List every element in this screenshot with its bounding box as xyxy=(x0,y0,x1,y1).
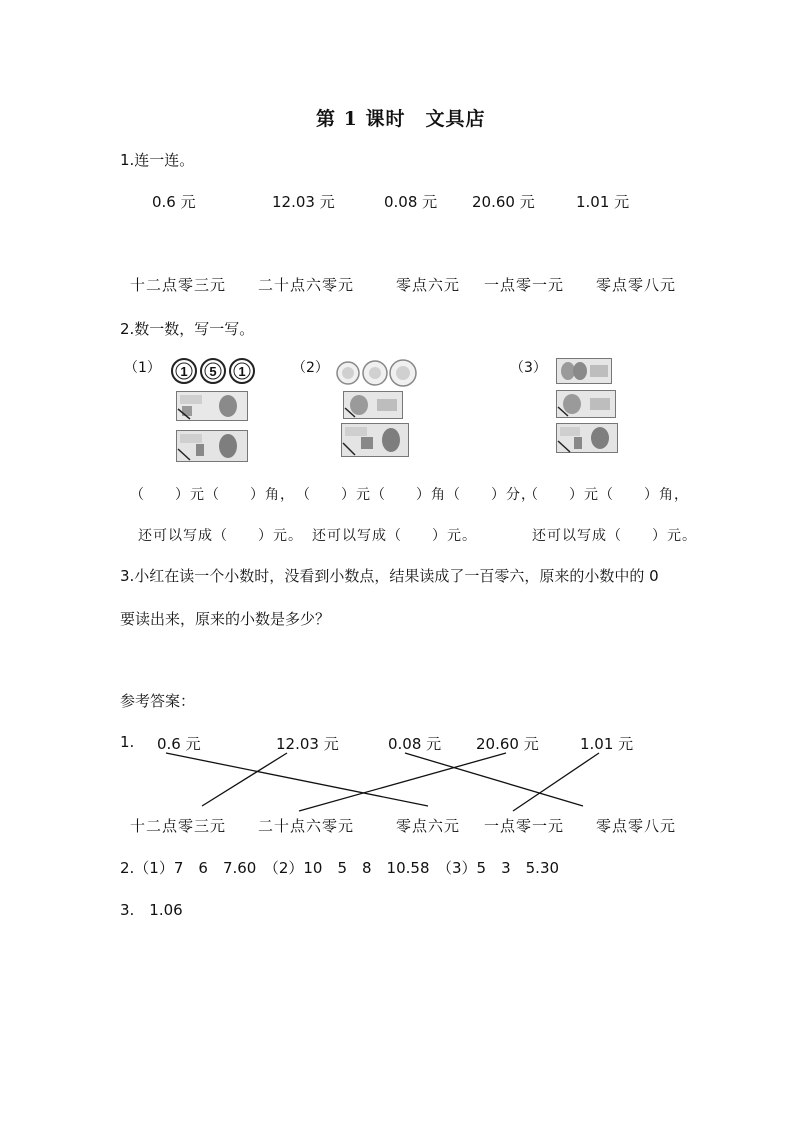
also-write-part-3: 还可以写成（ ）元。 xyxy=(532,528,697,544)
question-3-line-1: 3.小红在读一个小数时，没看到小数点，结果读成了一百零六，原来的小数中的 0 xyxy=(120,567,659,585)
answer-amount-0-6: 0.6 元 xyxy=(157,735,201,753)
match-line-0-6 xyxy=(166,753,428,806)
reading-20-60: 二十点六零元 xyxy=(258,276,355,294)
question-1-label: 1.连一连。 xyxy=(120,151,195,169)
match-line-1-01 xyxy=(513,753,599,811)
fill-part-3: （ ）元（ ）角， xyxy=(524,487,689,503)
answer-reading-0-08: 零点零八元 xyxy=(596,817,677,835)
answer-3: 3. 1.06 xyxy=(120,901,183,919)
answer-amount-12-03: 12.03 元 xyxy=(276,735,339,753)
answers-heading: 参考答案： xyxy=(120,692,196,710)
match-line-20-60 xyxy=(299,753,506,811)
question-2-label: 2.数一数，写一写。 xyxy=(120,320,255,338)
amount-0-6: 0.6 元 xyxy=(152,193,196,211)
coin-value-3: 1 xyxy=(238,364,246,379)
answer-amount-0-08: 0.08 元 xyxy=(388,735,442,753)
answer-amount-1-01: 1.01 元 xyxy=(580,735,634,753)
part-1-label: （1） xyxy=(124,360,161,376)
amount-1-01: 1.01 元 xyxy=(576,193,630,211)
answer-reading-20-60: 二十点六零元 xyxy=(258,817,355,835)
question-3-line-2: 要读出来，原来的小数是多少？ xyxy=(120,610,331,628)
answer-reading-1-01: 一点零一元 xyxy=(484,817,565,835)
answer-2: 2.（1）7 6 7.60 （2）10 5 8 10.58 （3）5 3 5.30 xyxy=(120,859,560,877)
amount-12-03: 12.03 元 xyxy=(272,193,335,211)
fill-part-1: （ ）元（ ）角， xyxy=(130,487,295,503)
also-write-part-2: 还可以写成（ ）元。 xyxy=(312,528,477,544)
amount-20-60: 20.60 元 xyxy=(472,193,535,211)
answer-reading-0-6: 零点六元 xyxy=(396,817,461,835)
part-2-label: （2） xyxy=(292,360,329,376)
coin-value-1: 1 xyxy=(180,364,188,379)
reading-0-08: 零点零八元 xyxy=(596,276,677,294)
also-write-part-1: 还可以写成（ ）元。 xyxy=(138,528,303,544)
reading-0-6: 零点六元 xyxy=(396,276,461,294)
answer-amount-20-60: 20.60 元 xyxy=(476,735,539,753)
coin-value-2: 5 xyxy=(209,364,217,379)
page-title: 第 1 课时 文具店 xyxy=(316,108,486,130)
reading-1-01: 一点零一元 xyxy=(484,276,565,294)
fill-part-2: （ ）元（ ）角（ ）分， xyxy=(296,487,536,503)
match-line-0-08 xyxy=(405,753,583,806)
amount-0-08: 0.08 元 xyxy=(384,193,438,211)
answer-reading-12-03: 十二点零三元 xyxy=(130,817,227,835)
reading-12-03: 十二点零三元 xyxy=(130,276,227,294)
match-line-12-03 xyxy=(202,753,287,806)
answer-1-label: 1. xyxy=(120,733,135,751)
part-3-label: （3） xyxy=(510,360,547,376)
